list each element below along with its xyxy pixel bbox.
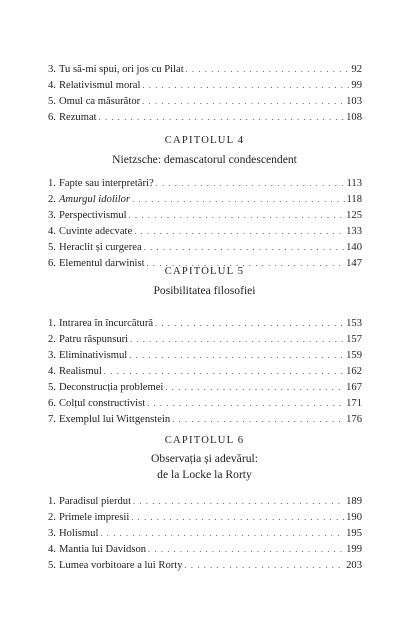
chapter-5-label: CAPITOLUL 5 — [164, 266, 245, 277]
chapter-6-title-line-1: Observația și adevărul: — [151, 452, 258, 465]
entry-page-number: 199 — [346, 544, 362, 555]
toc-entry — [48, 78, 362, 94]
entry-title: Elementul darwinist — [58, 258, 145, 269]
entry-number: 5. — [48, 242, 56, 253]
entry-page-number: 176 — [346, 414, 362, 425]
toc-entry — [48, 192, 362, 208]
toc-list-top — [48, 62, 362, 126]
entry-page-number: 189 — [346, 496, 362, 507]
dot-leader — [172, 412, 344, 428]
toc-list-chapter-6 — [48, 494, 362, 574]
dot-leader — [129, 208, 344, 224]
toc-entry — [48, 412, 362, 428]
entry-title: Heraclit și curgerea — [58, 242, 142, 253]
toc-entry — [48, 526, 362, 542]
toc-entry — [48, 240, 362, 256]
entry-title: Lumea vorbitoare a lui Rorty — [58, 560, 183, 571]
entry-page-number: 195 — [346, 528, 362, 539]
entry-title: Tu să-mi spui, ori jos cu Pilat — [58, 64, 184, 75]
entry-page-number: 203 — [346, 560, 362, 571]
entry-title: Relativismul moral — [58, 80, 141, 91]
entry-title: Exemplul lui Wittgenstein — [58, 414, 171, 425]
entry-page-number: 118 — [346, 194, 362, 205]
entry-page-number: 157 — [346, 334, 362, 345]
dot-leader — [131, 510, 344, 526]
dot-leader — [156, 176, 345, 192]
dot-leader — [100, 526, 344, 542]
entry-title: Holismul — [58, 528, 99, 539]
entry-title: Amurgul idolilor — [58, 194, 131, 205]
chapter-5-title: Posibilitatea filosofiei — [153, 284, 256, 297]
entry-number: 4. — [48, 366, 56, 377]
dot-leader — [148, 542, 344, 558]
entry-number: 5. — [48, 382, 56, 393]
dot-leader — [104, 364, 344, 380]
entry-number: 2. — [48, 194, 56, 205]
entry-title: Colțul constructivist — [58, 398, 146, 409]
entry-number: 1. — [48, 496, 56, 507]
toc-entry — [48, 110, 362, 126]
toc-entry — [48, 348, 362, 364]
entry-title: Fapte sau interpretări? — [58, 178, 154, 189]
entry-page-number: 171 — [346, 398, 362, 409]
chapter-6-title-line-2: de la Locke la Rorty — [157, 468, 252, 481]
dot-leader — [144, 240, 344, 256]
entry-number: 5. — [48, 560, 56, 571]
dot-leader — [142, 78, 349, 94]
entry-number: 4. — [48, 80, 56, 91]
entry-page-number: 125 — [346, 210, 362, 221]
entry-title: Eliminativismul — [58, 350, 128, 361]
entry-number: 2. — [48, 512, 56, 523]
toc-entry — [48, 94, 362, 110]
entry-number: 2. — [48, 334, 56, 345]
entry-title: Omul ca măsurător — [58, 96, 141, 107]
toc-entry — [48, 224, 362, 240]
toc-entry — [48, 176, 362, 192]
entry-number: 4. — [48, 226, 56, 237]
entry-number: 3. — [48, 528, 56, 539]
toc-entry — [48, 332, 362, 348]
dot-leader — [130, 332, 344, 348]
dot-leader — [185, 558, 345, 574]
toc-entry — [48, 316, 362, 332]
entry-page-number: 140 — [346, 242, 362, 253]
chapter-6-label: CAPITOLUL 6 — [164, 435, 245, 446]
entry-title: Realismul — [58, 366, 102, 377]
entry-number: 4. — [48, 544, 56, 555]
entry-page-number: 103 — [346, 96, 362, 107]
dot-leader — [147, 396, 344, 412]
entry-number: 3. — [48, 210, 56, 221]
toc-entry — [48, 510, 362, 526]
entry-number: 1. — [48, 178, 56, 189]
dot-leader — [133, 494, 344, 510]
entry-page-number: 147 — [346, 258, 362, 269]
toc-entry — [48, 364, 362, 380]
chapter-4-title: Nietzsche: demascatorul condescendent — [112, 153, 297, 166]
entry-number: 7. — [48, 414, 56, 425]
entry-title: Paradisul pierdut — [58, 496, 132, 507]
entry-page-number: 92 — [351, 64, 362, 75]
entry-title: Patru răspunsuri — [58, 334, 129, 345]
entry-number: 3. — [48, 350, 56, 361]
entry-title: Rezumat — [58, 112, 97, 123]
entry-number: 1. — [48, 318, 56, 329]
dot-leader — [186, 62, 350, 78]
dot-leader — [155, 316, 344, 332]
entry-page-number: 153 — [346, 318, 362, 329]
entry-page-number: 162 — [346, 366, 362, 377]
entry-title: Intrarea în încurcătură — [58, 318, 154, 329]
toc-entry — [48, 542, 362, 558]
toc-entry — [48, 494, 362, 510]
entry-page-number: 99 — [351, 80, 362, 91]
dot-leader — [99, 110, 345, 126]
toc-entry — [48, 208, 362, 224]
entry-title: Mantia lui Davidson — [58, 544, 147, 555]
entry-title: Cuvinte adecvate — [58, 226, 133, 237]
dot-leader — [132, 192, 344, 208]
toc-entry — [48, 396, 362, 412]
entry-title: Deconstrucția problemei — [58, 382, 164, 393]
entry-number: 5. — [48, 96, 56, 107]
toc-entry — [48, 380, 362, 396]
entry-page-number: 133 — [346, 226, 362, 237]
toc-entry — [48, 62, 362, 78]
toc-entry — [48, 558, 362, 574]
dot-leader — [134, 224, 344, 240]
entry-title: Primele impresii — [58, 512, 130, 523]
dot-leader — [165, 380, 344, 396]
toc-list-chapter-5 — [48, 316, 362, 428]
dot-leader — [129, 348, 344, 364]
entry-page-number: 113 — [346, 178, 362, 189]
entry-page-number: 190 — [346, 512, 362, 523]
entry-title: Perspectivismul — [58, 210, 127, 221]
entry-number: 3. — [48, 64, 56, 75]
dot-leader — [142, 94, 344, 110]
entry-number: 6. — [48, 398, 56, 409]
entry-number: 6. — [48, 258, 56, 269]
entry-page-number: 167 — [346, 382, 362, 393]
chapter-4-label: CAPITOLUL 4 — [164, 135, 245, 146]
toc-list-chapter-4 — [48, 176, 362, 272]
entry-page-number: 108 — [346, 112, 362, 123]
entry-page-number: 159 — [346, 350, 362, 361]
entry-number: 6. — [48, 112, 56, 123]
